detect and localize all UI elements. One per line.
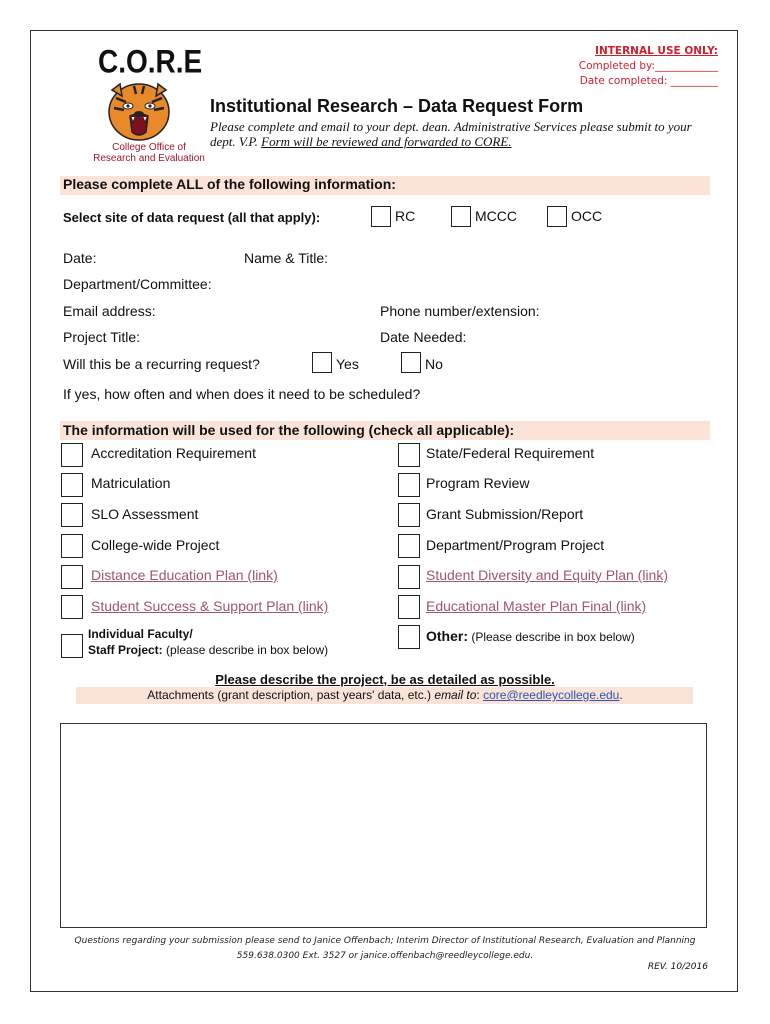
site-rc-label: RC	[395, 208, 416, 224]
attachments-note: Attachments (grant description, past years' data, etc.) email to: core@reedleycollege.edu.	[147, 688, 623, 702]
educational-master-plan-link[interactable]: Educational Master Plan Final (link)	[426, 598, 647, 614]
use-checkbox-slo[interactable]	[61, 503, 83, 527]
use-label-accreditation: Accreditation Requirement	[91, 445, 256, 461]
use-label-department-program: Department/Program Project	[426, 537, 605, 553]
use-label-program-review: Program Review	[426, 475, 530, 491]
use-label-grant: Grant Submission/Report	[426, 506, 584, 522]
recurring-yes-checkbox[interactable]	[312, 352, 332, 373]
section1-heading: Please complete ALL of the following information:	[63, 176, 396, 192]
site-checkbox-rc[interactable]	[371, 206, 391, 227]
schedule-label: If yes, how often and when does it need to be scheduled?	[63, 386, 421, 402]
footer-contact: Questions regarding your submission please send to Janice Offenbach; Interim Director of Institutional Research, Evaluation and Planning 559.638.0300 Ext. 3527 or janice.offenbach@reedleycollege.edu.	[74, 936, 696, 961]
internal-use-heading: INTERNAL USE ONLY:	[595, 45, 718, 57]
project-title-label: Project Title:	[63, 329, 141, 345]
use-checkbox-master-plan[interactable]	[398, 595, 420, 619]
use-checkbox-program-review[interactable]	[398, 473, 420, 497]
student-diversity-equity-plan-link[interactable]: Student Diversity and Equity Plan (link)	[426, 567, 668, 583]
use-label-matriculation: Matriculation	[91, 475, 171, 491]
form-title: Institutional Research – Data Request Form	[210, 96, 584, 116]
individual-faculty-label: Individual Faculty/	[88, 627, 193, 641]
form-instructions: Please complete and email to your dept. dean. Administrative Services please submit to your dept. V.P. Form will be reviewed and forwarded to CORE.	[210, 119, 692, 149]
use-checkbox-matriculation[interactable]	[61, 473, 83, 497]
use-checkbox-student-success[interactable]	[61, 595, 83, 619]
recurring-yes-label: Yes	[336, 356, 359, 372]
site-occ-label: OCC	[571, 208, 603, 224]
use-checkbox-accreditation[interactable]	[61, 443, 83, 467]
use-checkbox-distance-ed[interactable]	[61, 565, 83, 589]
recurring-label: Will this be a recurring request?	[63, 356, 260, 372]
date-needed-label: Date Needed:	[380, 329, 467, 345]
logo-subtitle: College Office of Research and Evaluation	[93, 142, 205, 164]
recurring-no-label: No	[425, 356, 443, 372]
logo-title: C.O.R.E	[98, 43, 203, 80]
site-mccc-label: MCCC	[475, 208, 517, 224]
distance-education-plan-link[interactable]: Distance Education Plan (link)	[91, 567, 278, 583]
use-checkbox-other[interactable]	[398, 625, 420, 649]
use-label-slo: SLO Assessment	[91, 506, 199, 522]
recurring-no-checkbox[interactable]	[401, 352, 421, 373]
section2-heading: The information will be used for the following (check all applicable):	[63, 422, 515, 438]
name-title-label: Name & Title:	[244, 250, 329, 266]
other-label: Other: (Please describe in box below)	[426, 628, 635, 644]
student-success-plan-link[interactable]: Student Success & Support Plan (link)	[91, 598, 329, 614]
date-label: Date:	[63, 250, 97, 266]
use-checkbox-department-program[interactable]	[398, 534, 420, 558]
project-description-textarea[interactable]	[60, 723, 707, 928]
tiger-mascot-icon	[104, 80, 174, 144]
core-logo	[88, 43, 210, 172]
use-checkbox-grant[interactable]	[398, 503, 420, 527]
site-checkbox-occ[interactable]	[547, 206, 567, 227]
department-label: Department/Committee:	[63, 276, 212, 292]
use-checkbox-diversity-equity[interactable]	[398, 565, 420, 589]
use-label-state-federal: State/Federal Requirement	[426, 445, 595, 461]
date-completed-field: Date completed: _________	[579, 75, 718, 87]
describe-heading: Please describe the project, be as detailed as possible.	[215, 672, 555, 687]
use-checkbox-individual-faculty[interactable]	[61, 634, 83, 658]
completed-by-field: Completed by:____________	[578, 60, 718, 72]
phone-label: Phone number/extension:	[380, 303, 540, 319]
revision-date: REV. 10/2016	[647, 962, 708, 972]
use-checkbox-state-federal[interactable]	[398, 443, 420, 467]
staff-project-label: Staff Project: (please describe in box below)	[88, 643, 329, 657]
internal-use-block	[579, 44, 718, 89]
email-label: Email address:	[63, 303, 156, 319]
site-checkbox-mccc[interactable]	[451, 206, 471, 227]
use-checkbox-college-wide[interactable]	[61, 534, 83, 558]
use-label-college-wide: College-wide Project	[91, 537, 220, 553]
core-email-link[interactable]: core@reedleycollege.edu	[483, 688, 620, 702]
site-label: Select site of data request (all that apply):	[63, 210, 321, 225]
